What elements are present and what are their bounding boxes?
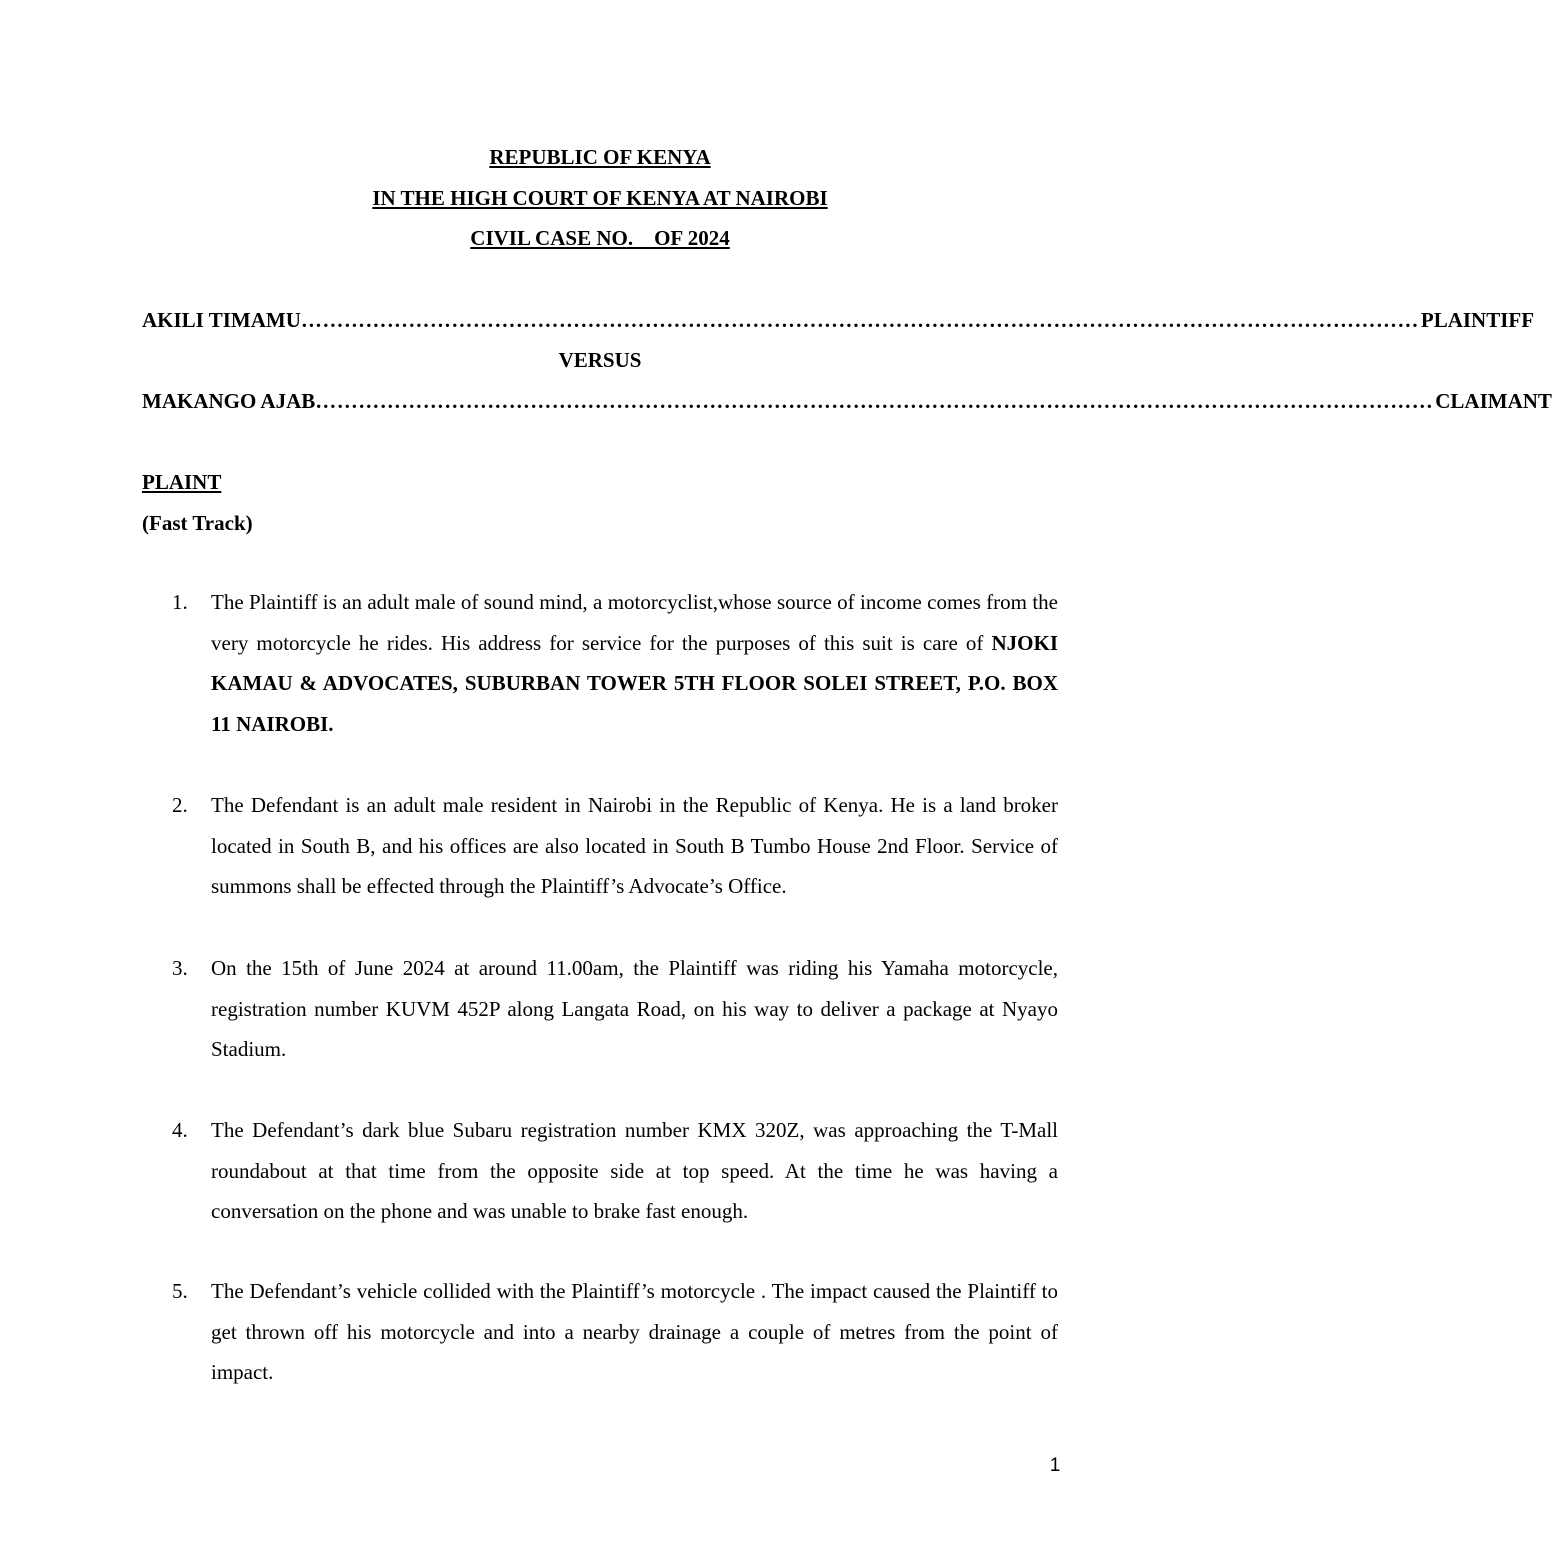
paragraph-number: 3. [172, 956, 188, 980]
court-heading: IN THE HIGH COURT OF KENYA AT NAIROBI [372, 186, 828, 210]
paragraph-3 [172, 948, 1058, 1070]
republic-heading: REPUBLIC OF KENYA [489, 145, 711, 169]
paragraph-number: 1. [172, 590, 188, 614]
page-number: 1 [1049, 1455, 1061, 1476]
paragraph-1 [172, 582, 1058, 744]
plaintiff-leader-dots: ………………………………………………………………………………………………………………………………………… [300, 308, 1419, 332]
defendant-leader-dots: ………………………………………………………………………………………………………………………………………… [315, 389, 1434, 413]
defendant-line [142, 388, 1552, 414]
plaint-title: PLAINT [142, 470, 222, 494]
paragraph-text: The Defendant’s dark blue Subaru registration number KMX 320Z, was approaching the T-Mall roundabout at that time from the opposite side at top speed. At the time he was having a conversation on the phone and was unable to brake fast enough. [211, 1118, 1058, 1223]
paragraph-number: 2. [172, 793, 188, 817]
paragraph-2 [172, 785, 1058, 907]
paragraph-text-regular: The Plaintiff is an adult male of sound mind, a motorcyclist,whose source of income comes from the very motorcycle he rides. His address for service for the purposes of this suit is care of [211, 590, 1058, 655]
plaintiff-role: PLAINTIFF [1420, 308, 1535, 332]
track-label: (Fast Track) [142, 511, 253, 535]
paragraph-text [211, 582, 1058, 744]
paragraph-text: The Defendant’s vehicle collided with the Plaintiff’s motorcycle . The impact caused the Plaintiff to get thrown off his motorcycle and into a nearby drainage a couple of metres from the point of impact. [211, 1279, 1058, 1384]
defendant-role: CLAIMANT [1435, 389, 1552, 413]
paragraph-4 [172, 1110, 1058, 1232]
versus-label: VERSUS [558, 348, 642, 372]
plaintiff-line [142, 307, 1535, 333]
paragraph-text: On the 15th of June 2024 at around 11.00am, the Plaintiff was riding his Yamaha motorcycle, registration number KUVM 452P along Langata Road, on his way to deliver a package at Nyayo Stadium. [211, 956, 1058, 1061]
defendant-name: MAKANGO AJAB [142, 389, 316, 413]
paragraph-5 [172, 1271, 1058, 1393]
plaintiff-name: AKILI TIMAMU [142, 308, 301, 332]
paragraph-number: 4. [172, 1118, 188, 1142]
case-number-heading: CIVIL CASE NO. OF 2024 [470, 226, 730, 250]
paragraph-number: 5. [172, 1279, 188, 1303]
advocate-address: NJOKI KAMAU & ADVOCATES, SUBURBAN TOWER 5TH FLOOR SOLEI STREET, P.O. BOX 11 NAIROBI. [211, 630, 1058, 736]
paragraph-text: The Defendant is an adult male resident in Nairobi in the Republic of Kenya. He is a land broker located in South B, and his offices are also located in South B Tumbo House 2nd Floor. Service of summons shall be effected through the Plaintiff’s Advocate’s Office. [211, 793, 1058, 898]
